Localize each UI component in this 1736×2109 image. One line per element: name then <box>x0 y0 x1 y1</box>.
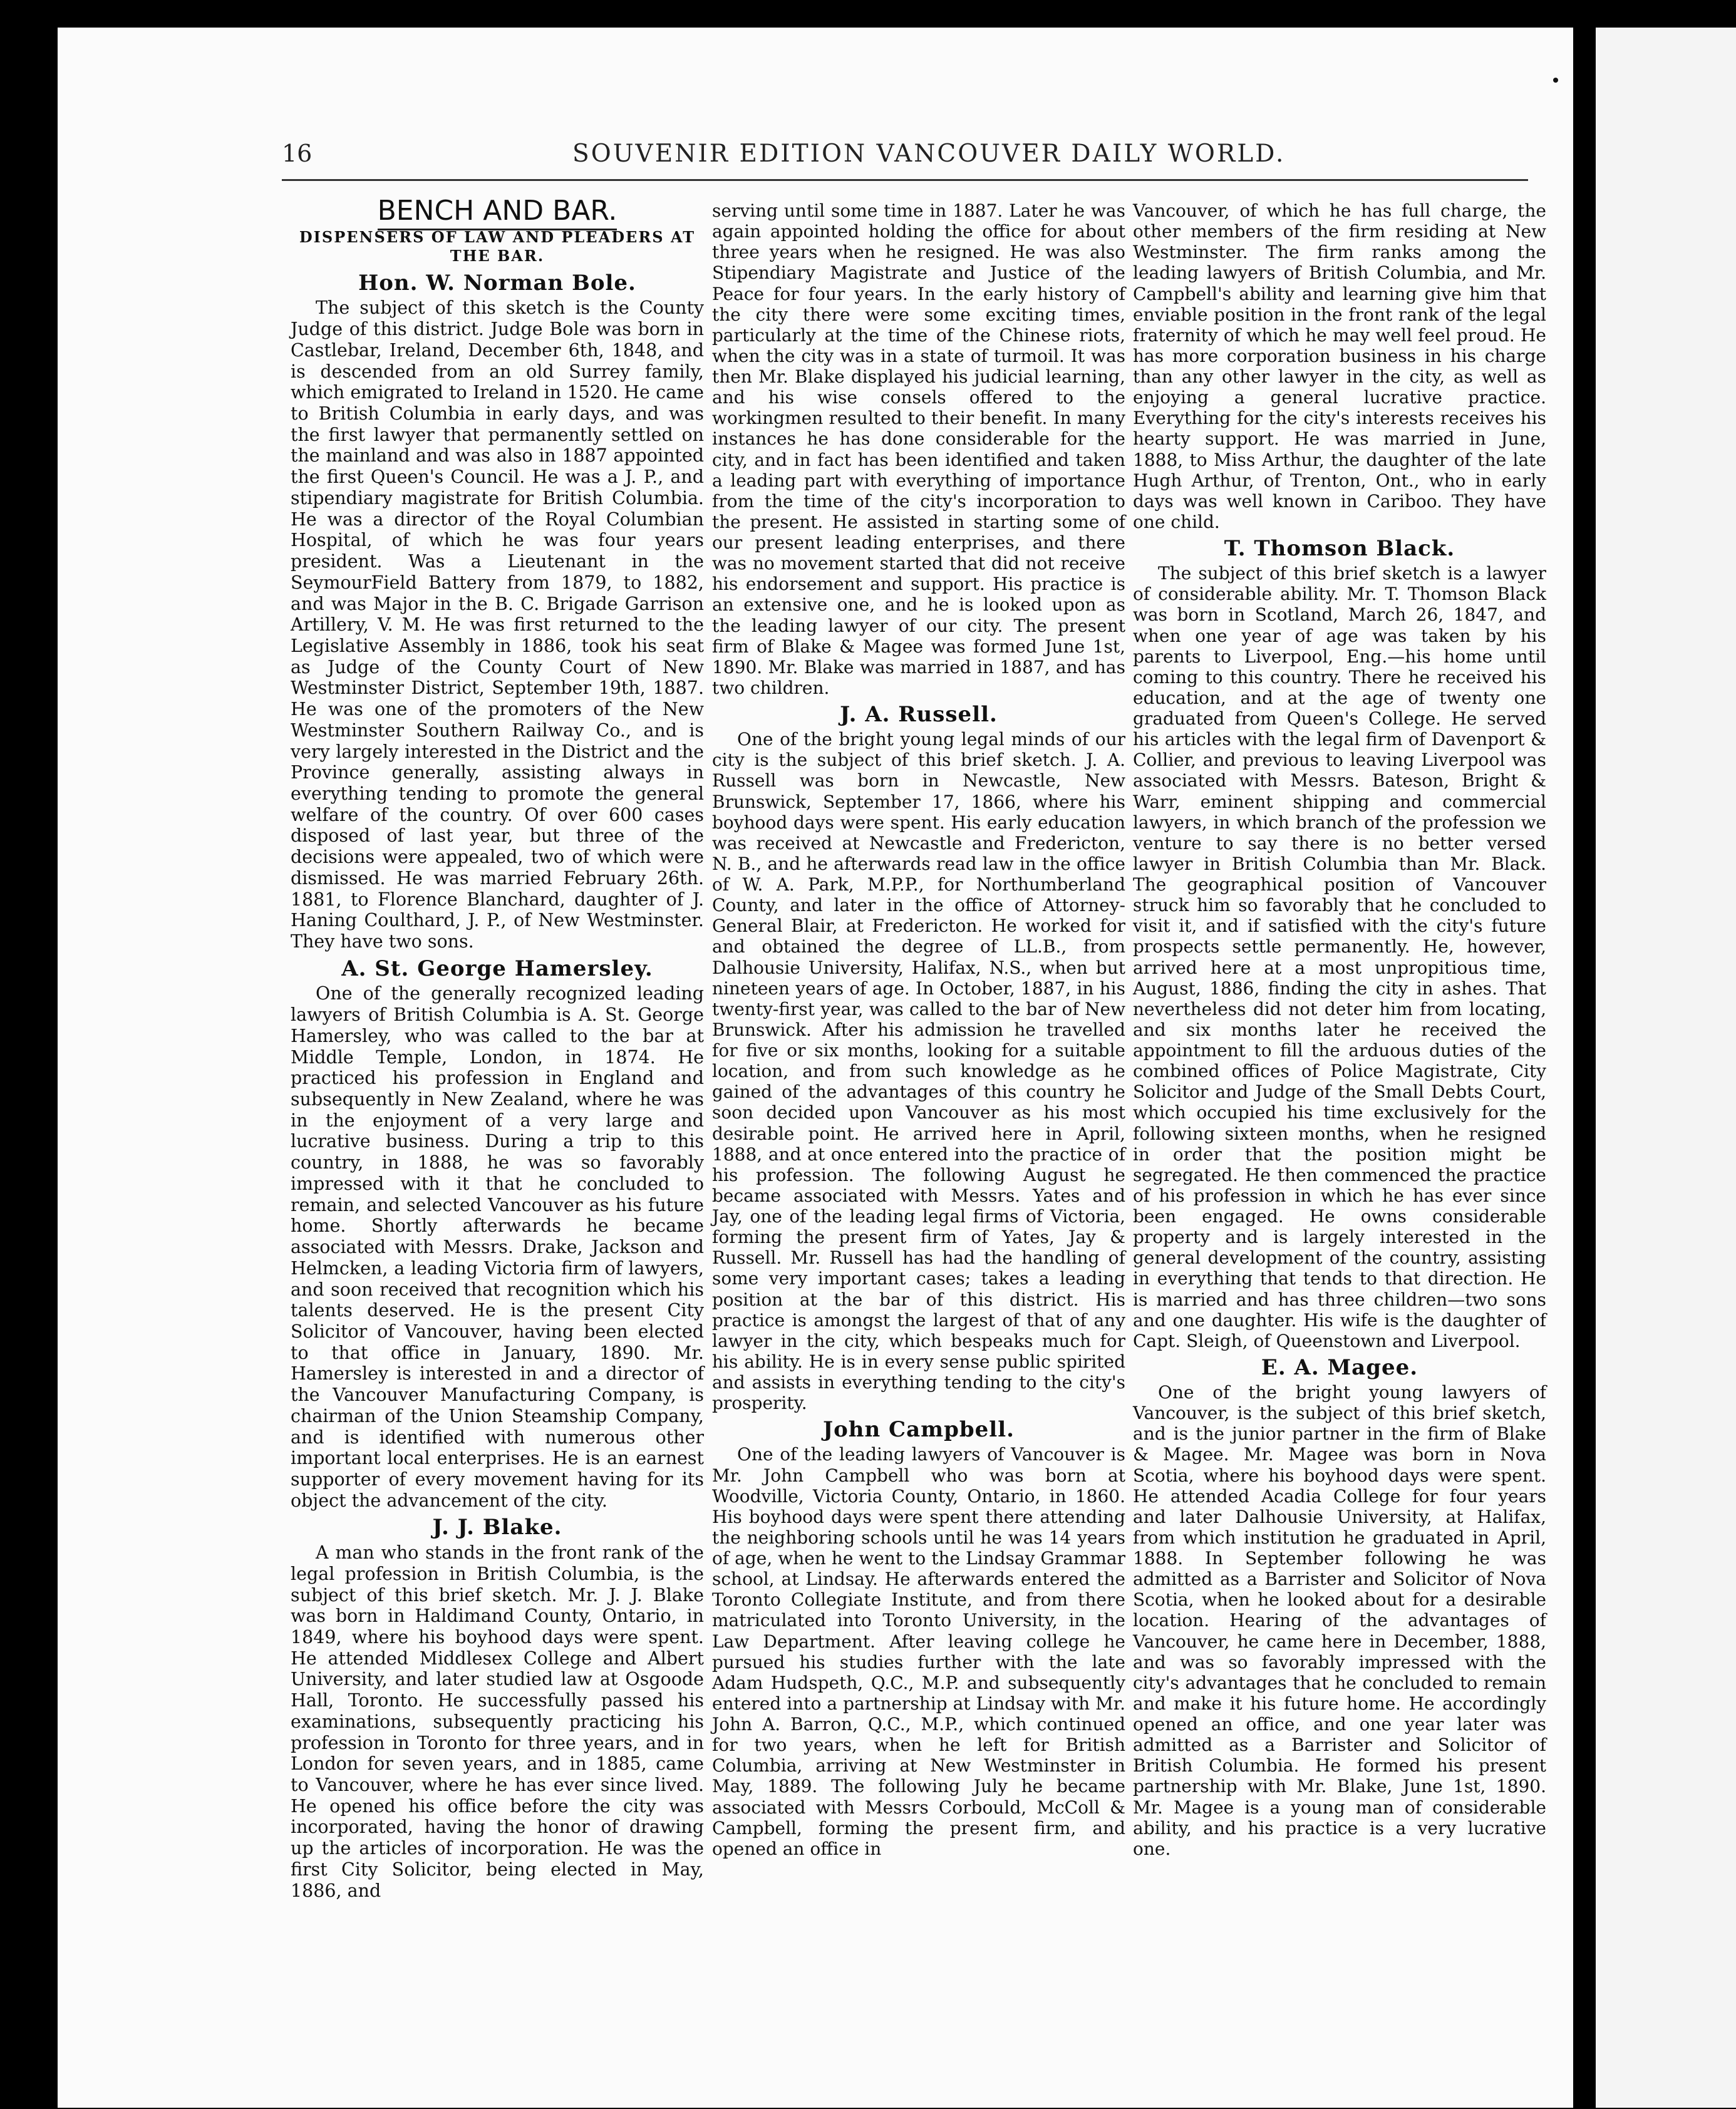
section-title: BENCH AND BAR. <box>291 200 704 222</box>
article-paragraph: Vancouver, of which he has full charge, the other members of the firm residing at New Westminster. The firm ranks among the leading lawyers of British Columbia, and Mr. Campbell's ability and learning give him that enviable position in the front rank of the legal fraternity of which he may well feel proud. He has more corporation business in his charge than any other lawyer in the city, as well as enjoying a general lucrative practice. Everything for the city's interests receives his hearty support. He was married in June, 1888, to Miss Arthur, the daughter of the late Hugh Arthur, of Trenton, Ont., who in early days was well known in Cariboo. They have one child. <box>1133 200 1546 532</box>
page-number: 16 <box>282 140 313 167</box>
header-rule <box>282 179 1528 181</box>
column-3 <box>1133 200 1546 1859</box>
article-paragraph: One of the generally recognized leading lawyers of British Columbia is A. St. George Hamersley, who was called to the bar at Middle Temple, London, in 1874. He practiced his profession in England and subsequently in New Zealand, where he was in the enjoyment of a very large and lucrative business. During a trip to this country, in 1888, he was so favorably impressed with it that he concluded to remain, and selected Vancouver as his future home. Shortly afterwards he became associated with Messrs. Drake, Jackson and Helmcken, a leading Victoria firm of lawyers, and soon received that recognition which his talents deserved. He is the present City Solicitor of Vancouver, having been elected to that office in January, 1890. Mr. Hamersley is interested in and a director of the Vancouver Manufacturing Company, is chairman of the Union Steamship Company, and is identified with numerous other important local enterprises. He is an earnest supporter of every movement having for its object the advancement of the city. <box>291 983 704 1511</box>
column-2 <box>712 200 1125 1859</box>
article-paragraph: One of the bright young lawyers of Vancouver, is the subject of this brief sketch, and is the junior partner in the firm of Blake & Magee. Mr. Magee was born in Nova Scotia, where his boyhood days were spent. He attended Acadia College for four years and later Dalhousie University, at Halifax, from which institution he graduated in April, 1888. In September following he was admitted as a Barrister and Solicitor of Nova Scotia, when he looked about for a desirable location. Hearing of the advantages of Vancouver, he came here in December, 1888, and was so favorably impressed with the city's advantages that he concluded to remain and make it his future home. He accordingly opened an office, and one year later was admitted as a Barrister and Solicitor of British Columbia. He formed his present partnership with Mr. Blake, June 1st, 1890. Mr. Magee is a young man of considerable ability, and his practice is a very lucrative one. <box>1133 1382 1546 1859</box>
print-speck <box>1553 78 1558 83</box>
section-subtitle: DISPENSERS OF LAW AND PLEADERS AT THE BAR. <box>299 227 696 265</box>
publication-title: SOUVENIR EDITION VANCOUVER DAILY WORLD. <box>572 140 1286 168</box>
article-heading: J. A. Russell. <box>840 702 998 727</box>
column-1 <box>291 195 704 1901</box>
article-heading: T. Thomson Black. <box>1224 536 1455 561</box>
adjacent-page-edge <box>1596 28 1736 2108</box>
article-heading: Hon. W. Norman Bole. <box>358 270 636 296</box>
article-paragraph: One of the bright young legal minds of our city is the subject of this brief sketch. J. A. Russell was born in Newcastle, New Brunswick, September 17, 1866, where his boyhood days were spent. His early education was received at Newcastle and Fredericton, N. B., and he afterwards read law in the office of W. A. Park, M.P.P., for Northumberland County, and later in the office of Attorney-General Blair, at Fredericton. He worked for and obtained the degree of LL.B., from Dalhousie University, Halifax, N.S., when but nineteen years of age. In October, 1887, in his twenty-first year, was called to the bar of New Brunswick. After his admission he travelled for five or six months, looking for a suitable location, and from such knowledge as he gained of the advantages of this country he soon decided upon Vancouver as his most desirable point. He arrived here in April, 1888, and at once entered into the practice of his profession. The following August he became associated with Messrs. Yates and Jay, one of the leading legal firms of Victoria, forming the present firm of Yates, Jay & Russell. Mr. Russell has had the handling of some very important cases; takes a leading position at the bar of this district. His practice is amongst the largest of that of any lawyer in the city, which bespeaks much for his ability. He is in every sense public spirited and assists in everything tending to the city's prosperity. <box>712 729 1125 1414</box>
article-paragraph: The subject of this brief sketch is a lawyer of considerable ability. Mr. T. Thomson Black was born in Scotland, March 26, 1847, and when one year of age was taken by his parents to Liverpool, Eng.—his home until coming to this country. There he received his education, and at the age of twenty one graduated from Queen's College. He served his articles with the legal firm of Davenport & Collier, and previous to leaving Liverpool was associated with Messrs. Bateson, Bright & Warr, eminent shipping and commercial lawyers, in which branch of the profession we venture to say there is no better versed lawyer in British Columbia than Mr. Black. The geographical position of Vancouver struck him so favorably that he concluded to visit it, and if satisfied with the city's future prospects settle permanently. He, however, arrived here at a most unpropitious time, August, 1886, finding the city in ashes. That nevertheless did not deter him from locating, and six months later he received the appointment to fill the arduous duties of the combined offices of Police Magistrate, City Solicitor and Judge of the Small Debts Court, which occupied his time exclusively for the following sixteen months, when he resigned in order that the position might be segregated. He then commenced the practice of his profession in which he has ever since been engaged. He owns considerable property and is largely interested in the general development of the country, assisting in everything that tends to that direction. He is married and has three children—two sons and one daughter. His wife is the daughter of Capt. Sleigh, of Queenstown and Liverpool. <box>1133 563 1546 1351</box>
article-paragraph: One of the leading lawyers of Vancouver is Mr. John Campbell who was born at Woodville, Victoria County, Ontario, in 1860. His boyhood days were spent there attending the neighboring schools until he was 14 years of age, when he went to the Lindsay Grammar school, at Lindsay. He afterwards entered the Toronto Collegiate Institute, and from there matriculated into Toronto University, in the Law Department. After leaving college he pursued his studies further with the late Adam Hudspeth, Q.C., M.P. and subsequently entered into a partnership at Lindsay with Mr. John A. Barron, Q.C., M.P., which continued for two years, when he left for British Columbia, arriving at New Westminster in May, 1889. The following July he became associated with Messrs Corbould, McColl & Campbell, forming the present firm, and opened an office in <box>712 1444 1125 1859</box>
running-header <box>282 140 1534 177</box>
article-heading: A. St. George Hamersley. <box>341 956 653 981</box>
article-paragraph: A man who stands in the front rank of the legal profession in British Columbia, is the subject of this brief sketch. Mr. J. J. Blake was born in Haldimand County, Ontario, in 1849, where his boyhood days were spent. He attended Middlesex College and Albert University, and later studied law at Osgoode Hall, Toronto. He successfully passed his examinations, subsequently practicing his profession in Toronto for three years, and in London for seven years, and in 1885, came to Vancouver, where he has ever since lived. He opened his office before the city was incorporated, having the honor of drawing up the articles of incorporation. He was the first City Solicitor, being elected in May, 1886, and <box>291 1542 704 1901</box>
article-paragraph: serving until some time in 1887. Later he was again appointed holding the office for about three years when he resigned. He was also Stipendiary Magistrate and Justice of the Peace for four years. In the early history of the city there were some exciting times, particularly at the time of the Chinese riots, when the city was in a state of turmoil. It was then Mr. Blake displayed his judicial learning, and his wise consels offered to the workingmen resulted to their benefit. In many instances he has done considerable for the city, and in fact has been identified and taken a leading part with everything of importance from the time of the city's incorporation to the present. He assisted in starting some of our present leading enterprises, and there was no movement started that did not receive his endorsement and support. His practice is an extensive one, and he is looked upon as the leading lawyer of our city. The present firm of Blake & Magee was formed June 1st, 1890. Mr. Blake was married in 1887, and has two children. <box>712 200 1125 698</box>
article-heading: E. A. Magee. <box>1261 1354 1418 1380</box>
article-paragraph: The subject of this sketch is the County Judge of this district. Judge Bole was born in Castlebar, Ireland, December 6th, 1848, and is descended from an old Surrey family, which emigrated to Ireland in 1520. He came to British Columbia in early days, and was the first lawyer that permanently settled on the mainland and was also in 1887 appointed the first Queen's Council. He was a J. P., and stipendiary magistrate for British Columbia. He was a director of the Royal Columbian Hospital, of which he was four years president. Was a Lieutenant in the SeymourField Battery from 1879, to 1882, and was Major in the B. C. Brigade Garrison Artillery, V. M. He was first returned to the Legislative Assembly in 1886, took his seat as Judge of the County Court of New Westminster District, September 19th, 1887. He was one of the promoters of the New Westminster Southern Railway Co., and is very largely interested in the District and the Province generally, assisting always in everything tending to promote the general welfare of the country. Of over 600 cases disposed of last year, but three of the decisions were appealed, two of which were dismissed. He was married February 26th. 1881, to Florence Blanchard, daughter of J. Haning Coulthard, J. P., of New Westminster. They have two sons. <box>291 297 704 952</box>
article-heading: J. J. Blake. <box>432 1515 562 1540</box>
article-heading: John Campbell. <box>823 1417 1015 1443</box>
